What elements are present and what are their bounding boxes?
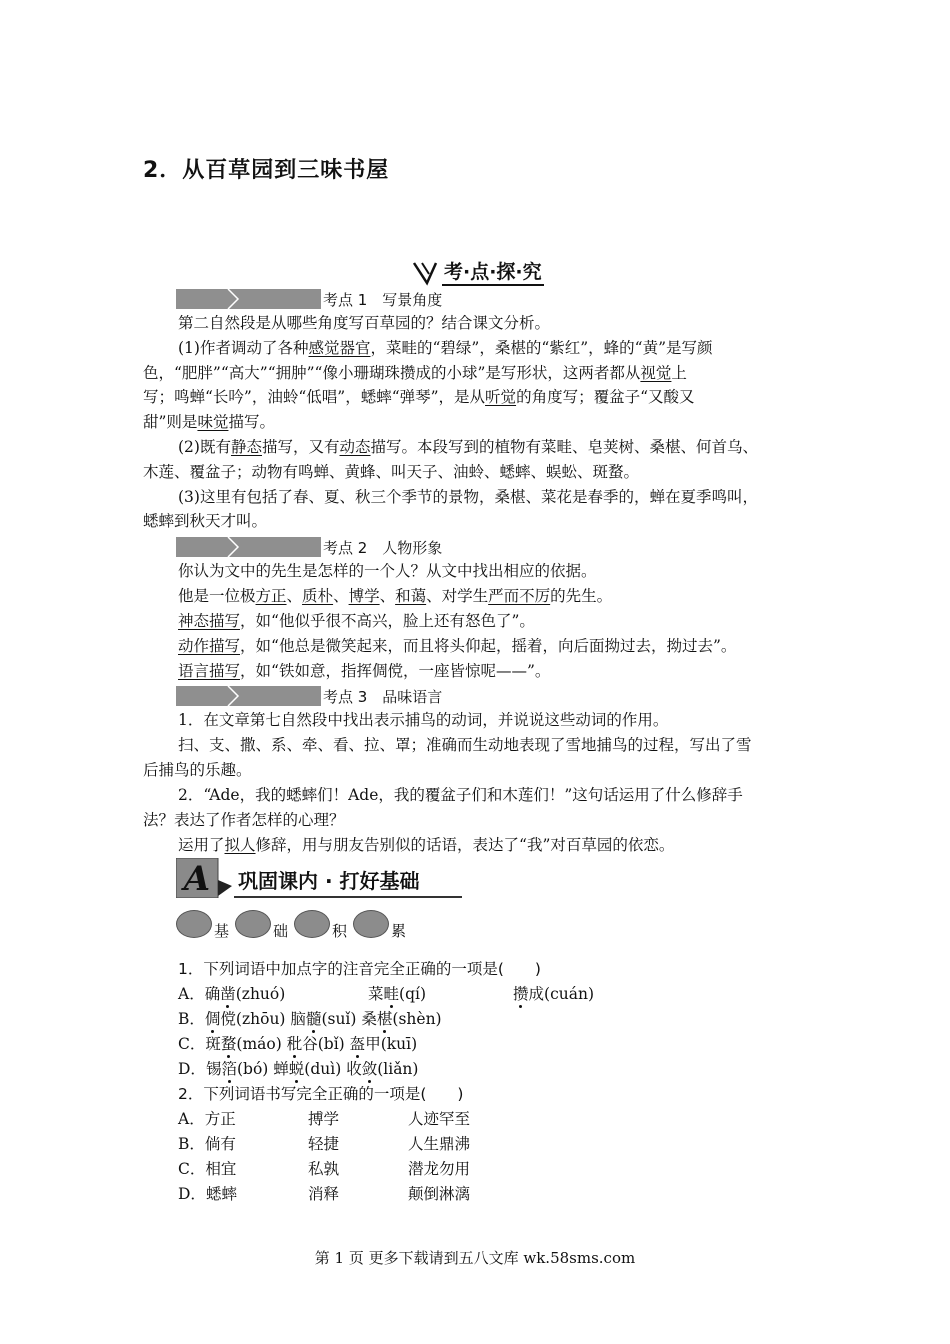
- section-heading: [176, 685, 442, 707]
- section-label: 考点 2 人物形象: [323, 538, 443, 557]
- paragraph-line: 语言描写，如“铁如意，指挥倜傥，一座皆惊呢——”。: [178, 662, 551, 680]
- pill-icon: [176, 910, 212, 938]
- section-banner: [412, 260, 544, 286]
- paragraph-line: 写；鸣蝉“长吟”，油蛉“低唱”，蟋蟀“弹琴”，是从听觉的角度写；覆盆子“又酸又: [143, 388, 695, 406]
- triangle-icon: [412, 260, 442, 286]
- page-footer: 第 1 页 更多下载请到五八文库 wk.58sms.com: [314, 1249, 636, 1267]
- question: 2．“Ade，我的蟋蟀们！Ade，我的覆盆子们和木莲们！”这句话运用了什么修辞手: [178, 786, 743, 804]
- option-row: B．倘有 轻捷 人生鼎沸: [178, 1135, 471, 1153]
- svg-text:A: A: [183, 859, 211, 898]
- option-row: C．相宜 私孰 潜龙勿用: [178, 1160, 471, 1178]
- paragraph-line: 蟋蟀到秋天才叫。: [143, 512, 268, 530]
- section-label: 考点 1 写景角度: [323, 290, 443, 309]
- option-row: D．锡箔(bó) 蝉蜕(duì) 收敛(liǎn): [178, 1060, 419, 1078]
- paragraph-line: (2)既有静态描写，又有动态描写。本段写到的植物有菜畦、皂荚树、桑椹、何首乌、: [178, 438, 759, 456]
- section-heading: [176, 536, 442, 558]
- option-row: A．确凿(zhuó) 菜畦(qí) 攒成(cuán): [178, 985, 595, 1003]
- question: 法？表达了作者怎样的心理？: [143, 811, 345, 829]
- question-stem: 1．下列词语中加点字的注音完全正确的一项是( ): [178, 960, 541, 978]
- page-title: 2．从百草园到三味书屋: [143, 158, 390, 183]
- banner-title: 考·点·探·究: [442, 260, 544, 286]
- option-row: D．蟋蟀 消释 颠倒淋漓: [178, 1185, 471, 1203]
- chevron-bar-icon: [176, 686, 321, 706]
- paragraph-line: 神态描写，如“他似乎很不高兴，脸上还有怒色了”。: [178, 612, 535, 630]
- question: 1．在文章第七自然段中找出表示捕鸟的动词，并说说这些动词的作用。: [178, 711, 669, 729]
- question: 第二自然段是从哪些角度写百草园的？结合课文分析。: [178, 314, 551, 332]
- pill-icon: [353, 910, 389, 938]
- accumulate-heading: 基 础 积 累: [176, 906, 412, 941]
- paragraph-line: 扫、支、撒、系、牵、看、拉、罩；准确而生动地表现了雪地捕鸟的过程，写出了雪: [178, 736, 752, 754]
- paragraph-line: (3)这里有包括了春、夏、秋三个季节的景物，桑椹、菜花是春季的，蝉在夏季鸣叫，: [178, 488, 758, 506]
- paragraph-line: 甜”则是味觉描写。: [143, 413, 275, 431]
- section-heading: [176, 288, 442, 310]
- option-row: B．倜傥(zhōu) 脑髓(suǐ) 桑椹(shèn): [178, 1010, 442, 1028]
- section-label: 考点 3 品味语言: [323, 687, 443, 706]
- paragraph-line: (1)作者调动了各种感觉器官，菜畦的“碧绿”，桑椹的“紫红”，蜂的“黄”是写颜: [178, 339, 713, 357]
- paragraph-line: 后捕鸟的乐趣。: [143, 761, 252, 779]
- option-row: C．斑蝥(máo) 秕谷(bǐ) 盔甲(kuī): [178, 1035, 418, 1053]
- paragraph-line: 色，“肥胖”“高大”“拥肿”“像小珊瑚珠攒成的小球”是写形状，这两者都从视觉上: [143, 364, 687, 382]
- option-row: A．方正 搏学 人迹罕至: [178, 1110, 471, 1128]
- paragraph-line: 木莲、覆盆子；动物有鸣蝉、黄蜂、叫天子、油蛉、蟋蟀、蜈蚣、斑蝥。: [143, 463, 640, 481]
- pill-icon: [235, 910, 271, 938]
- paragraph-line: 动作描写，如“他总是微笑起来，而且将头仰起，摇着，向后面拗过去，拗过去”。: [178, 637, 737, 655]
- question: 你认为文中的先生是怎样的一个人？从文中找出相应的依据。: [178, 562, 597, 580]
- chevron-bar-icon: [176, 289, 321, 309]
- paragraph-line: 他是一位极方正、质朴、博学、和蔼、对学生严而不厉的先生。: [178, 587, 613, 605]
- pill-icon: [294, 910, 330, 938]
- section-a-header: [176, 858, 462, 898]
- letter-a-badge-icon: [176, 858, 234, 898]
- paragraph-line: 运用了拟人修辞，用与朋友告别似的话语，表达了“我”对百草园的依恋。: [178, 836, 675, 854]
- chevron-bar-icon: [176, 537, 321, 557]
- question-stem: 2．下列词语书写完全正确的一项是( ): [178, 1085, 464, 1103]
- section-a-title: 巩固课内 · 打好基础: [234, 866, 462, 898]
